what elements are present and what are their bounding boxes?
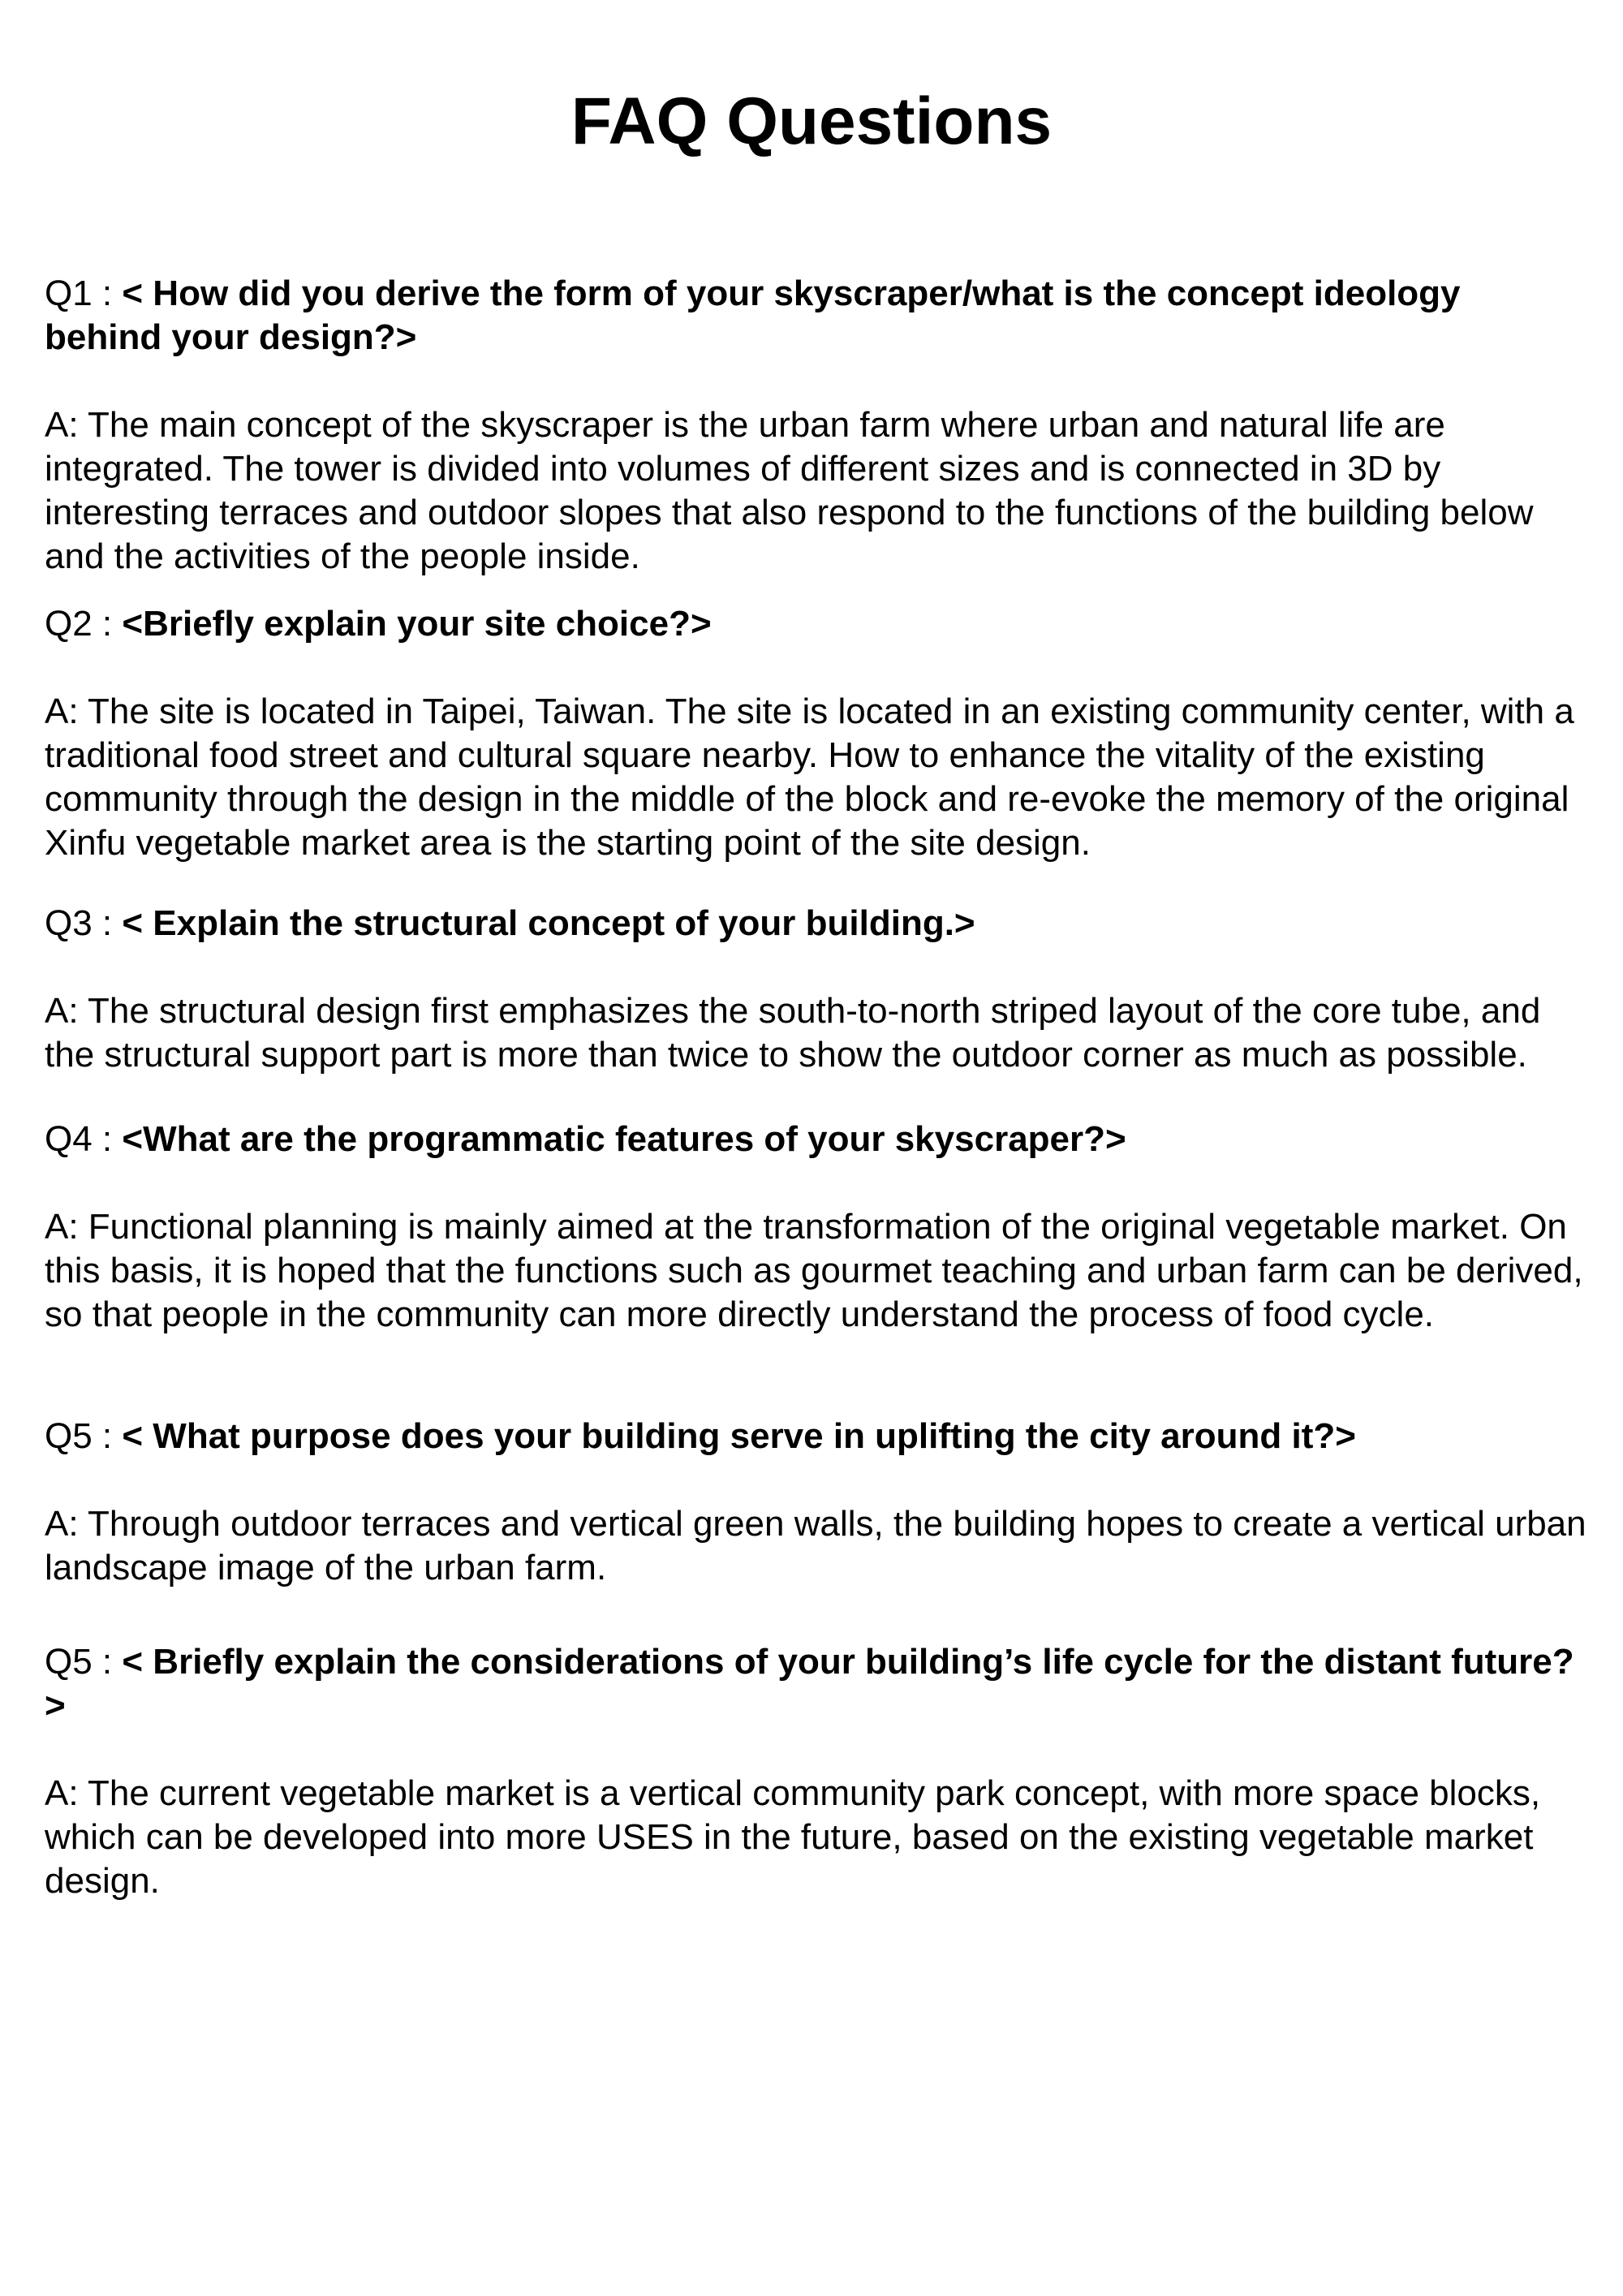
faq-question [45,1118,1586,1161]
faq-item-6 [45,1640,1586,1903]
question-number: Q5 : [45,1416,123,1456]
faq-question [45,902,1586,946]
faq-item-2 [45,602,1586,865]
question-number: Q2 : [45,604,123,644]
question-text: < Briefly explain the considerations of your building’s life cycle for the distant future?> [45,1642,1574,1725]
question-number: Q5 : [45,1642,123,1682]
page-title: FAQ Questions [570,84,1053,158]
question-text: < What purpose does your building serve in uplifting the city around it?> [122,1416,1356,1456]
faq-answer: A: The structural design first emphasizes the south-to-north striped layout of the core tube, and the structural support part is more than twice to show the outdoor corner as much as possible. [45,991,1541,1075]
question-number: Q3 : [45,903,123,943]
faq-answer: A: Through outdoor terraces and vertical green walls, the building hopes to create a vertical urban landscape image of the urban farm. [45,1504,1586,1587]
question-number: Q1 : [45,274,123,313]
faq-answer: A: The current vegetable market is a vertical community park concept, with more space blocks, which can be developed into more USES in the future, based on the existing vegetable market design. [45,1773,1541,1901]
question-number: Q4 : [45,1119,123,1159]
question-text: <Briefly explain your site choice?> [122,604,712,644]
question-text: < How did you derive the form of your skyscraper/what is the concept ideology behind your design?> [45,274,1461,357]
faq-item-3 [45,902,1586,1077]
faq-question [45,272,1586,360]
faq-item-1 [45,272,1586,579]
question-text: < Explain the structural concept of your building.> [122,903,975,943]
question-text: <What are the programmatic features of your skyscraper?> [122,1119,1126,1159]
faq-answer: A: The main concept of the skyscraper is the urban farm where urban and natural life are integrated. The tower is divided into volumes of different sizes and is connected in 3D by interesting terraces and outdoor slopes that also respond to the functions of the building below and the activities of the people inside. [45,405,1534,576]
faq-answer: A: The site is located in Taipei, Taiwan. The site is located in an existing community center, with a traditional food street and cultural square nearby. How to enhance the vitality of the existing community through the design in the middle of the block and re-evoke the memory of the original Xinfu vegetable market area is the starting point of the site design. [45,691,1574,863]
faq-item-4 [45,1118,1586,1337]
faq-answer: A: Functional planning is mainly aimed at the transformation of the original vegetable market. On this basis, it is hoped that the functions such as gourmet teaching and urban farm can be derived, so that people in the community can more directly understand the process of food cycle. [45,1207,1583,1334]
faq-question [45,1640,1586,1728]
faq-item-5 [45,1415,1586,1590]
faq-question [45,602,1586,646]
faq-question [45,1415,1586,1458]
